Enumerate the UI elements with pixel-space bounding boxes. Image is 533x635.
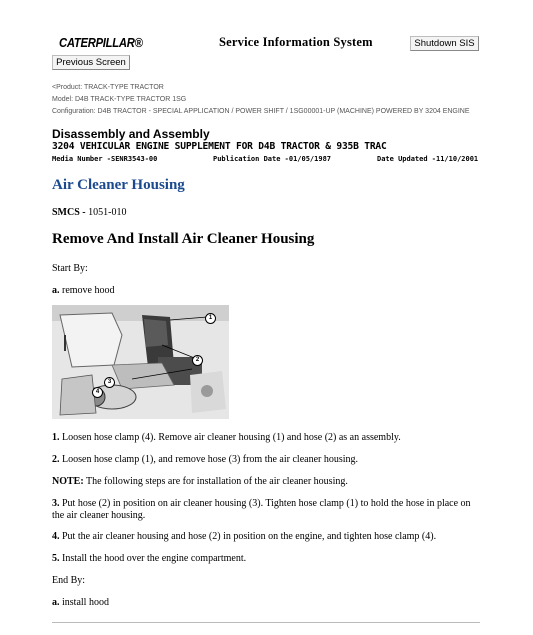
publication-date: Publication Date -01/05/1987 [213, 155, 332, 163]
supplement-title: 3204 VEHICULAR ENGINE SUPPLEMENT FOR D4B TRACTOR & 935B TRAC [52, 141, 387, 152]
end-item-text: install hood [59, 597, 109, 608]
step-1 [52, 432, 482, 444]
air-cleaner-illustration [52, 305, 229, 419]
start-by-label: Start By: [52, 263, 88, 274]
footer-divider [52, 622, 480, 623]
callout-2: 2 [192, 355, 203, 366]
step-5 [52, 553, 482, 565]
end-by-label: End By: [52, 575, 86, 586]
start-item-label: a. [52, 285, 60, 296]
section-title: Disassembly and Assembly [52, 127, 210, 141]
callout-1: 1 [205, 313, 216, 324]
caterpillar-logo: CATERPILLAR® [59, 36, 143, 50]
smcs-label: SMCS - [52, 207, 89, 218]
procedure-heading: Remove And Install Air Cleaner Housing [52, 231, 315, 247]
callout-4: 4 [92, 387, 103, 398]
step-2 [52, 454, 482, 466]
article-title: Air Cleaner Housing [52, 177, 185, 193]
step-number: 1. [52, 432, 60, 443]
product-line: <Product: TRACK-TYPE TRACTOR [52, 84, 164, 91]
callout-3: 3 [104, 377, 115, 388]
note [52, 476, 482, 488]
note-label: NOTE: [52, 476, 84, 487]
step-text: Install the hood over the engine compartment. [59, 553, 247, 564]
previous-screen-button[interactable]: Previous Screen [52, 55, 130, 70]
smcs-code [52, 207, 126, 218]
step-number: 2. [52, 454, 60, 465]
page-header-title: Service Information System [219, 35, 373, 49]
step-text: Put hose (2) in position on air cleaner housing (3). Tighten hose clamp (1) to hold the hose in place on the air cleaner housing. [52, 498, 471, 521]
smcs-value: 1051-010 [88, 207, 127, 218]
start-by-item [52, 285, 482, 297]
model-line: Model: D4B TRACK-TYPE TRACTOR 1SG [52, 96, 187, 103]
configuration-line: Configuration: D4B TRACTOR - SPECIAL APPLICATION / POWER SHIFT / 1SG00001-UP (MACHINE) POWERED BY 3204 ENGINE [52, 108, 470, 115]
step-number: 3. [52, 498, 60, 509]
end-item-label: a. [52, 597, 60, 608]
step-number: 4. [52, 531, 60, 542]
end-by-item [52, 597, 482, 609]
shutdown-sis-button[interactable]: Shutdown SIS [410, 36, 479, 51]
step-text: Put the air cleaner housing and hose (2) in position on the engine, and tighten hose clamp (4). [59, 531, 437, 542]
step-4 [52, 531, 482, 543]
start-item-text: remove hood [59, 285, 115, 296]
date-updated: Date Updated -11/10/2001 [377, 155, 479, 163]
step-3 [52, 498, 482, 522]
step-text: Loosen hose clamp (1), and remove hose (3) from the air cleaner housing. [59, 454, 359, 465]
step-text: Loosen hose clamp (4). Remove air cleaner housing (1) and hose (2) as an assembly. [59, 432, 401, 443]
media-number: Media Number -SENR3543-00 [52, 155, 158, 163]
step-number: 5. [52, 553, 60, 564]
note-text: The following steps are for installation of the air cleaner housing. [83, 476, 348, 487]
